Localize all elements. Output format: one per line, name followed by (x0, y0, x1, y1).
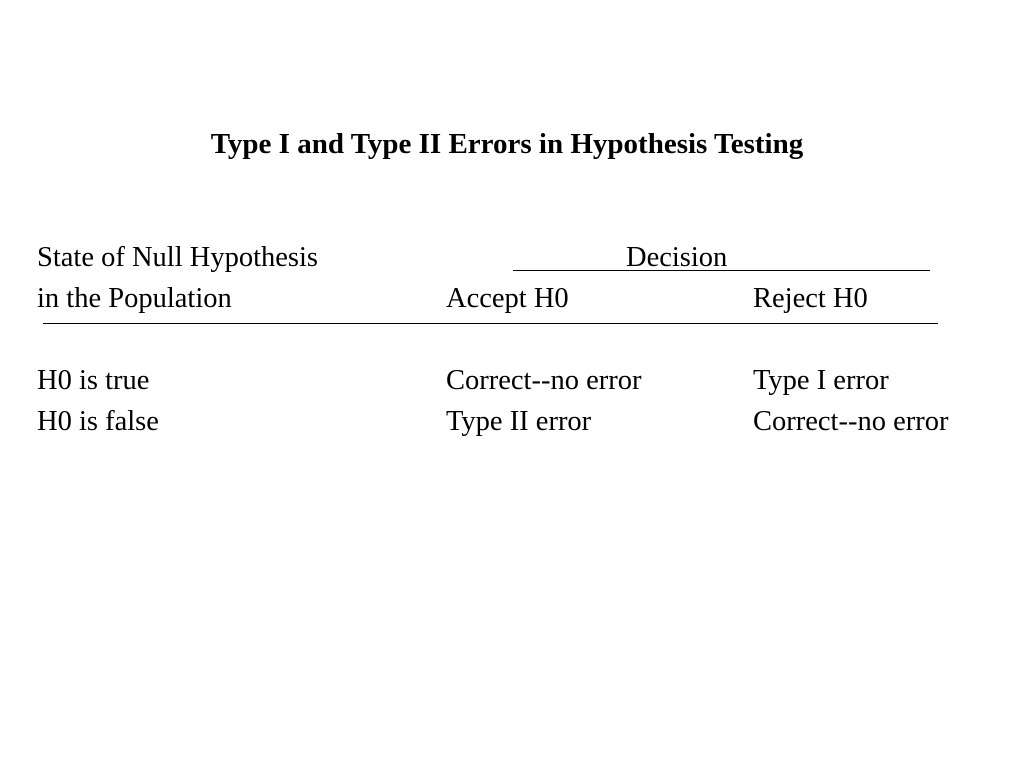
slide-title: Type I and Type II Errors in Hypothesis Testing (210, 128, 804, 160)
decision-header: Decision (626, 242, 728, 273)
cell-true-reject: Type I error (753, 365, 889, 396)
row-header-line2: in the Population (37, 283, 232, 314)
header-divider (43, 323, 938, 324)
row-label-h0-false: H0 is false (37, 406, 159, 437)
cell-true-accept: Correct--no error (446, 365, 642, 396)
row-label-h0-true: H0 is true (37, 365, 150, 396)
cell-false-reject: Correct--no error (753, 406, 949, 437)
column-header-accept: Accept H0 (446, 283, 569, 314)
column-header-reject: Reject H0 (753, 283, 868, 314)
row-header-line1: State of Null Hypothesis (37, 242, 319, 273)
cell-false-accept: Type II error (446, 406, 592, 437)
